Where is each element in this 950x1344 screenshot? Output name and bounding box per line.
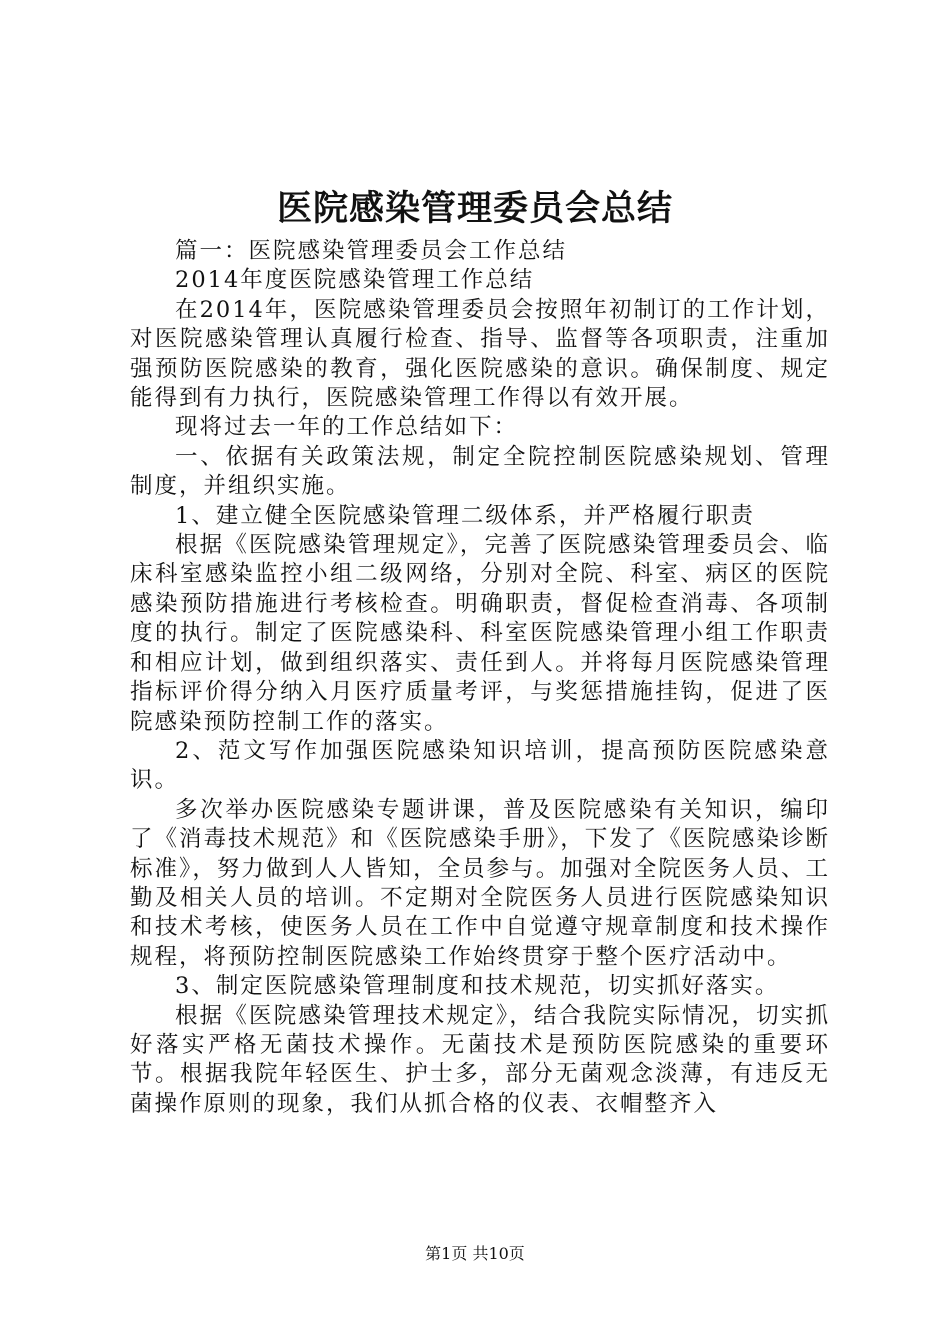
paragraph-subtitle: 2014年度医院感染管理工作总结 bbox=[175, 267, 535, 294]
paragraph-heading-1: 一、依据有关政策法规，制定全院控制医院感染规划、管理制度，并组织实施。 bbox=[130, 443, 830, 500]
paragraph-item-3-body: 根据《医院感染管理技术规定》，结合我院实际情况，切实抓好落实严格无菌技术操作。无菌技术是预防医院感染的重要环节。根据我院年轻医生、护士多，部分无菌观念淡薄，有违反无菌操作原则的现象，我们从抓合格的仪表、衣帽整齐入 bbox=[130, 1002, 830, 1117]
paragraph-item-2: 2、范文写作加强医院感染知识培训，提高预防医院感染意识。 bbox=[130, 737, 830, 794]
paragraph-item-1: 1、建立健全医院感染管理二级体系，并严格履行职责 bbox=[175, 502, 755, 529]
document-title: 医院感染管理委员会总结 bbox=[276, 188, 673, 229]
page-footer: 第1页 共10页 bbox=[425, 1244, 525, 1263]
paragraph-item-2-body: 多次举办医院感染专题讲课，普及医院感染有关知识，编印了《消毒技术规范》和《医院感染手册》，下发了《医院感染诊断标准》，努力做到人人皆知，全员参与。加强对全院医务人员、工勤及相关人员的培训。不定期对全院医务人员进行医院感染知识和技术考核，使医务人员在工作中自觉遵守规章制度和技术操作规程，将预防控制医院感染工作始终贯穿于整个医疗活动中。 bbox=[130, 796, 830, 970]
paragraph-intro: 在2014年，医院感染管理委员会按照年初制订的工作计划，对医院感染管理认真履行检查、指导、监督等各项职责，注重加强预防医院感染的教育，强化医院感染的意识。确保制度、规定能得到有力执行，医院感染管理工作得以有效开展。 bbox=[130, 296, 830, 412]
paragraph-section-heading: 篇一：医院感染管理委员会工作总结 bbox=[175, 238, 568, 264]
paragraph-item-3: 3、制定医院感染管理制度和技术规范，切实抓好落实。 bbox=[175, 973, 780, 1000]
document-body bbox=[130, 237, 830, 1119]
paragraph-item-1-body: 根据《医院感染管理规定》，完善了医院感染管理委员会、临床科室感染监控小组二级网络，分别对全院、科室、病区的医院感染预防措施进行考核检查。明确职责，督促检查消毒、各项制度的执行。制定了医院感染科、科室医院感染管理小组工作职责和相应计划，做到组织落实、责任到人。并将每月医院感染管理指标评价得分纳入月医疗质量考评，与奖惩措施挂钩，促进了医院感染预防控制工作的落实。 bbox=[130, 532, 830, 735]
paragraph-summary-lead: 现将过去一年的工作总结如下： bbox=[175, 414, 519, 441]
